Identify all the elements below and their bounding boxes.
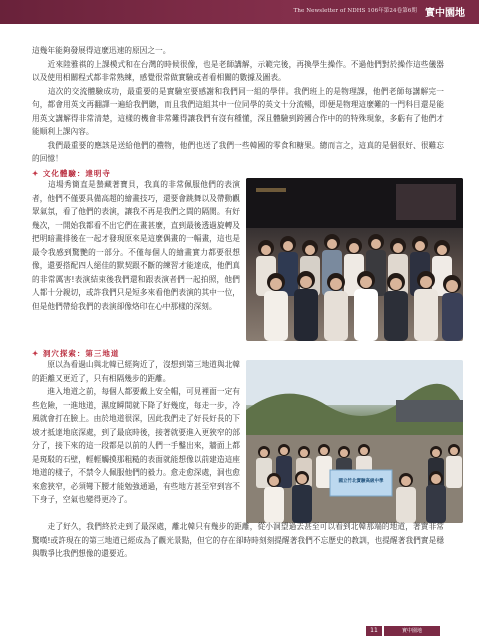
group-photo-performance: [246, 178, 463, 341]
intro-paragraphs: 這幾年能夠發展得這麼迅速的原因之一。 近來陸雅祺的上課模式和在台灣的時候很像，也是老師講解，示範完後，再換學生操作。不過他們對於操作這些儀器以及使用相關程式都非常熟練，感覺很常做實驗或者看相關的數據及圖表。 這次的交流體驗成功，最重要的是實驗室要感謝和我們同一組的學伴。我們班上的是物理課，他們老師每講解完一句，都會用英文再翻譯一遍給我們聽，而且我們這組其中一位同學的英文十分流暢，即便是物理這麼難的一門科目還是能用英文講解得非常清楚，這樣的機會非常難得讓我們有沒有種懂，深且體驗到跨國合作中的的特殊現象，多虧有了他們才能順利上課內容。 我們最重要的應該是送給他們的禮物，他們也送了我們一些韓國的零食和糖果。總而言之，這真的是個很好、很難忘的回憶！: [32, 46, 444, 163]
section1-body: 這場秀簡直是蟄藏著寶貝，我真的非常佩服他們的表演者，他們不僅要具備高超的繪畫技巧，還要會跳舞以及帶動觀眾氣氛，看了他們的表演，讓我不再是我們之間的隔閡。有好幾次，一開始我都看不出它們在畫甚麼，直到最後透過旋轉及把明暗畫排後在一起才發現原來是這麼偶畫的一幅畫，這也是最令我感到驚艷的一部分。不僅每個人的繪畫實力都要很想像，還要搭配四人絕佳的默契跟不斷的練習才能達成，他們真的非常厲害!表演結束後我們還和跟表演者們一起拍照，他們人都十分親切，或許我們只是短多來看他們表演的其中一位，但是他們帶給我們的表演卻像烙印在心中那樣的深刻。: [32, 180, 240, 311]
group-photo-illustration: [246, 178, 463, 341]
closing-paragraph: 走了好久，我們終於走到了最深處，離北韓只有幾步的距離，從小洞望過去甚至可以看到北韓那端的地道，著實非常驚嘆!或許現在的第三地道已經成為了觀光景點，但它的存在卻時時刻刻提醒著我們不忘歷史的教訓，也提醒著我們實是穩與戰爭比我們想像的還要近。: [32, 522, 444, 558]
header-decoration: [0, 0, 300, 24]
star-icon: ✦: [32, 169, 43, 178]
section-title: 實中園地: [425, 8, 465, 19]
school-banner: 國立竹北實驗高級中學: [338, 479, 384, 484]
group-photo-tunnel: [246, 360, 463, 523]
page-number: 11: [366, 626, 382, 636]
section2-heading-text: 洞穴探索：第三地道: [42, 349, 120, 358]
footer-label: 實中園地: [384, 626, 440, 636]
page-header: [0, 0, 479, 24]
tunnel-photo-illustration: [246, 360, 463, 523]
section2-body: 原以為看過山與北韓已經夠近了，沒想到第三地道與北韓的距離又更近了，只有相隔幾步的距離。 進入地道之前，每個人都要戴上安全帽，可見裡面一定有些危險，一進地道，濕度瞬間就下降了好幾度，每走一步，冷風就會打在臉上。由於地道很深，因此我們走了好長好長的下坡才抵達地底深處，到了最底時後，接著就要進入更狹窄的部分了，接下來的這一段都是以前的人們一手鑿出來，牆面上都是斑駁的石壁，輕輕觸摸那粗糙的表面就能想像以前建造這座地道的樣子，不禁令人佩服他們的毅力。愈走愈深處，洞也愈來愈狹窄，必須彎下腰才能勉強通過，有些地方甚至窄到容不下身子，空氣也變得更冷了。: [32, 360, 240, 504]
newsletter-title: The Newsletter of NDHS 106年第24卷第6期: [293, 8, 417, 14]
section1-heading-text: 文化體驗：達明寺: [42, 169, 111, 178]
star-icon: ✦: [32, 349, 43, 358]
